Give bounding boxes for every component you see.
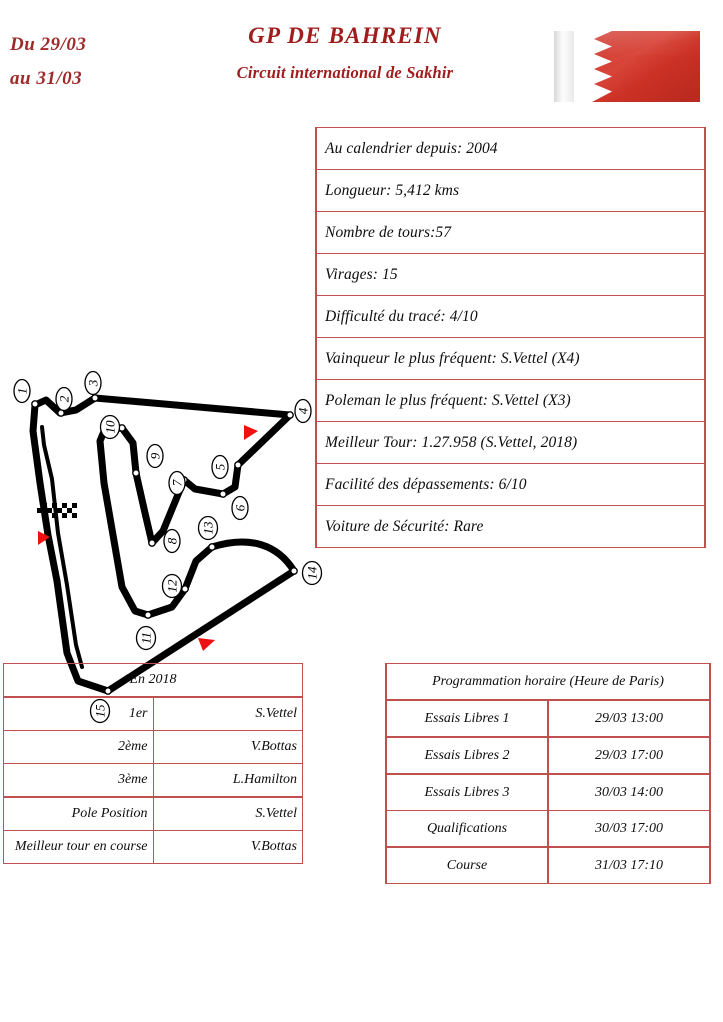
info-row-calendar: Au calendrier depuis: 2004 xyxy=(316,128,705,170)
header-titles xyxy=(175,22,515,83)
event-dates xyxy=(10,28,180,96)
svg-text:4: 4 xyxy=(295,407,311,415)
page-title: GP DE BAHREIN xyxy=(248,23,442,48)
schedule-event-race: Course xyxy=(386,847,548,884)
svg-text:1: 1 xyxy=(14,387,30,395)
bahrain-flag-icon xyxy=(554,29,700,104)
svg-text:3: 3 xyxy=(85,379,101,387)
date-from: Du 29/03 xyxy=(10,34,87,55)
table-row xyxy=(4,731,303,764)
table-row xyxy=(386,700,710,737)
svg-text:11: 11 xyxy=(138,631,154,645)
table-row xyxy=(316,506,705,548)
table-row xyxy=(4,831,303,864)
results-value-3eme: L.Hamilton xyxy=(153,764,303,798)
results-label-1er: 1er xyxy=(4,697,154,731)
info-row-corners: Virages: 15 xyxy=(316,254,705,296)
table-row xyxy=(386,737,710,774)
results-label-fastest-lap: Meilleur tour en course xyxy=(4,831,154,864)
table-row xyxy=(386,664,710,701)
table-row xyxy=(316,128,705,170)
schedule-table xyxy=(385,663,711,884)
table-row xyxy=(386,774,710,811)
info-row-top-poleman: Poleman le plus fréquent: S.Vettel (X3) xyxy=(316,380,705,422)
svg-text:12: 12 xyxy=(164,579,180,593)
results-value-2eme: V.Bottas xyxy=(153,731,303,764)
results-label-pole: Pole Position xyxy=(4,797,154,831)
schedule-time-fp3: 30/03 14:00 xyxy=(548,774,710,811)
svg-text:13: 13 xyxy=(200,521,216,535)
date-to: au 31/03 xyxy=(10,68,83,89)
circuit-subtitle: Circuit international de Sakhir xyxy=(236,63,454,82)
schedule-time-qualifying: 30/03 17:00 xyxy=(548,811,710,848)
results-value-fastest-lap: V.Bottas xyxy=(153,831,303,864)
table-row xyxy=(4,797,303,831)
table-row xyxy=(316,380,705,422)
circuit-info-table xyxy=(315,127,706,548)
results-value-pole: S.Vettel xyxy=(153,797,303,831)
svg-text:8: 8 xyxy=(164,537,180,545)
svg-text:2: 2 xyxy=(56,395,72,403)
results-label-3eme: 3ème xyxy=(4,764,154,798)
schedule-title: Programmation horaire (Heure de Paris) xyxy=(386,664,710,701)
table-row xyxy=(316,464,705,506)
svg-text:15: 15 xyxy=(92,704,108,718)
schedule-time-fp2: 29/03 17:00 xyxy=(548,737,710,774)
info-row-overtaking: Facilité des dépassements: 6/10 xyxy=(316,464,705,506)
info-row-top-winner: Vainqueur le plus fréquent: S.Vettel (X4) xyxy=(316,338,705,380)
table-row xyxy=(4,697,303,731)
table-row xyxy=(386,811,710,848)
info-row-lap-record: Meilleur Tour: 1.27.958 (S.Vettel, 2018) xyxy=(316,422,705,464)
results-label-2eme: 2ème xyxy=(4,731,154,764)
svg-text:14: 14 xyxy=(304,566,320,580)
results-2018-table xyxy=(3,663,303,864)
info-row-laps: Nombre de tours:57 xyxy=(316,212,705,254)
table-row xyxy=(4,664,303,698)
results-title: En 2018 xyxy=(4,664,303,698)
table-row xyxy=(316,170,705,212)
table-row xyxy=(316,338,705,380)
info-row-safety-car: Voiture de Sécurité: Rare xyxy=(316,506,705,548)
schedule-event-qualifying: Qualifications xyxy=(386,811,548,848)
schedule-time-fp1: 29/03 13:00 xyxy=(548,700,710,737)
bahrain-flag xyxy=(554,29,700,104)
table-row xyxy=(386,847,710,884)
schedule-event-fp1: Essais Libres 1 xyxy=(386,700,548,737)
info-row-length: Longueur: 5,412 kms xyxy=(316,170,705,212)
table-row xyxy=(4,764,303,798)
table-row xyxy=(316,254,705,296)
table-row xyxy=(316,422,705,464)
svg-text:9: 9 xyxy=(147,452,163,460)
svg-text:10: 10 xyxy=(102,420,118,434)
results-value-1er: S.Vettel xyxy=(153,697,303,731)
info-row-difficulty: Difficulté du tracé: 4/10 xyxy=(316,296,705,338)
svg-text:6: 6 xyxy=(232,504,248,512)
schedule-time-race: 31/03 17:10 xyxy=(548,847,710,884)
svg-text:7: 7 xyxy=(169,479,185,487)
table-row xyxy=(316,296,705,338)
schedule-event-fp3: Essais Libres 3 xyxy=(386,774,548,811)
table-row xyxy=(316,212,705,254)
schedule-event-fp2: Essais Libres 2 xyxy=(386,737,548,774)
svg-text:5: 5 xyxy=(212,463,228,471)
